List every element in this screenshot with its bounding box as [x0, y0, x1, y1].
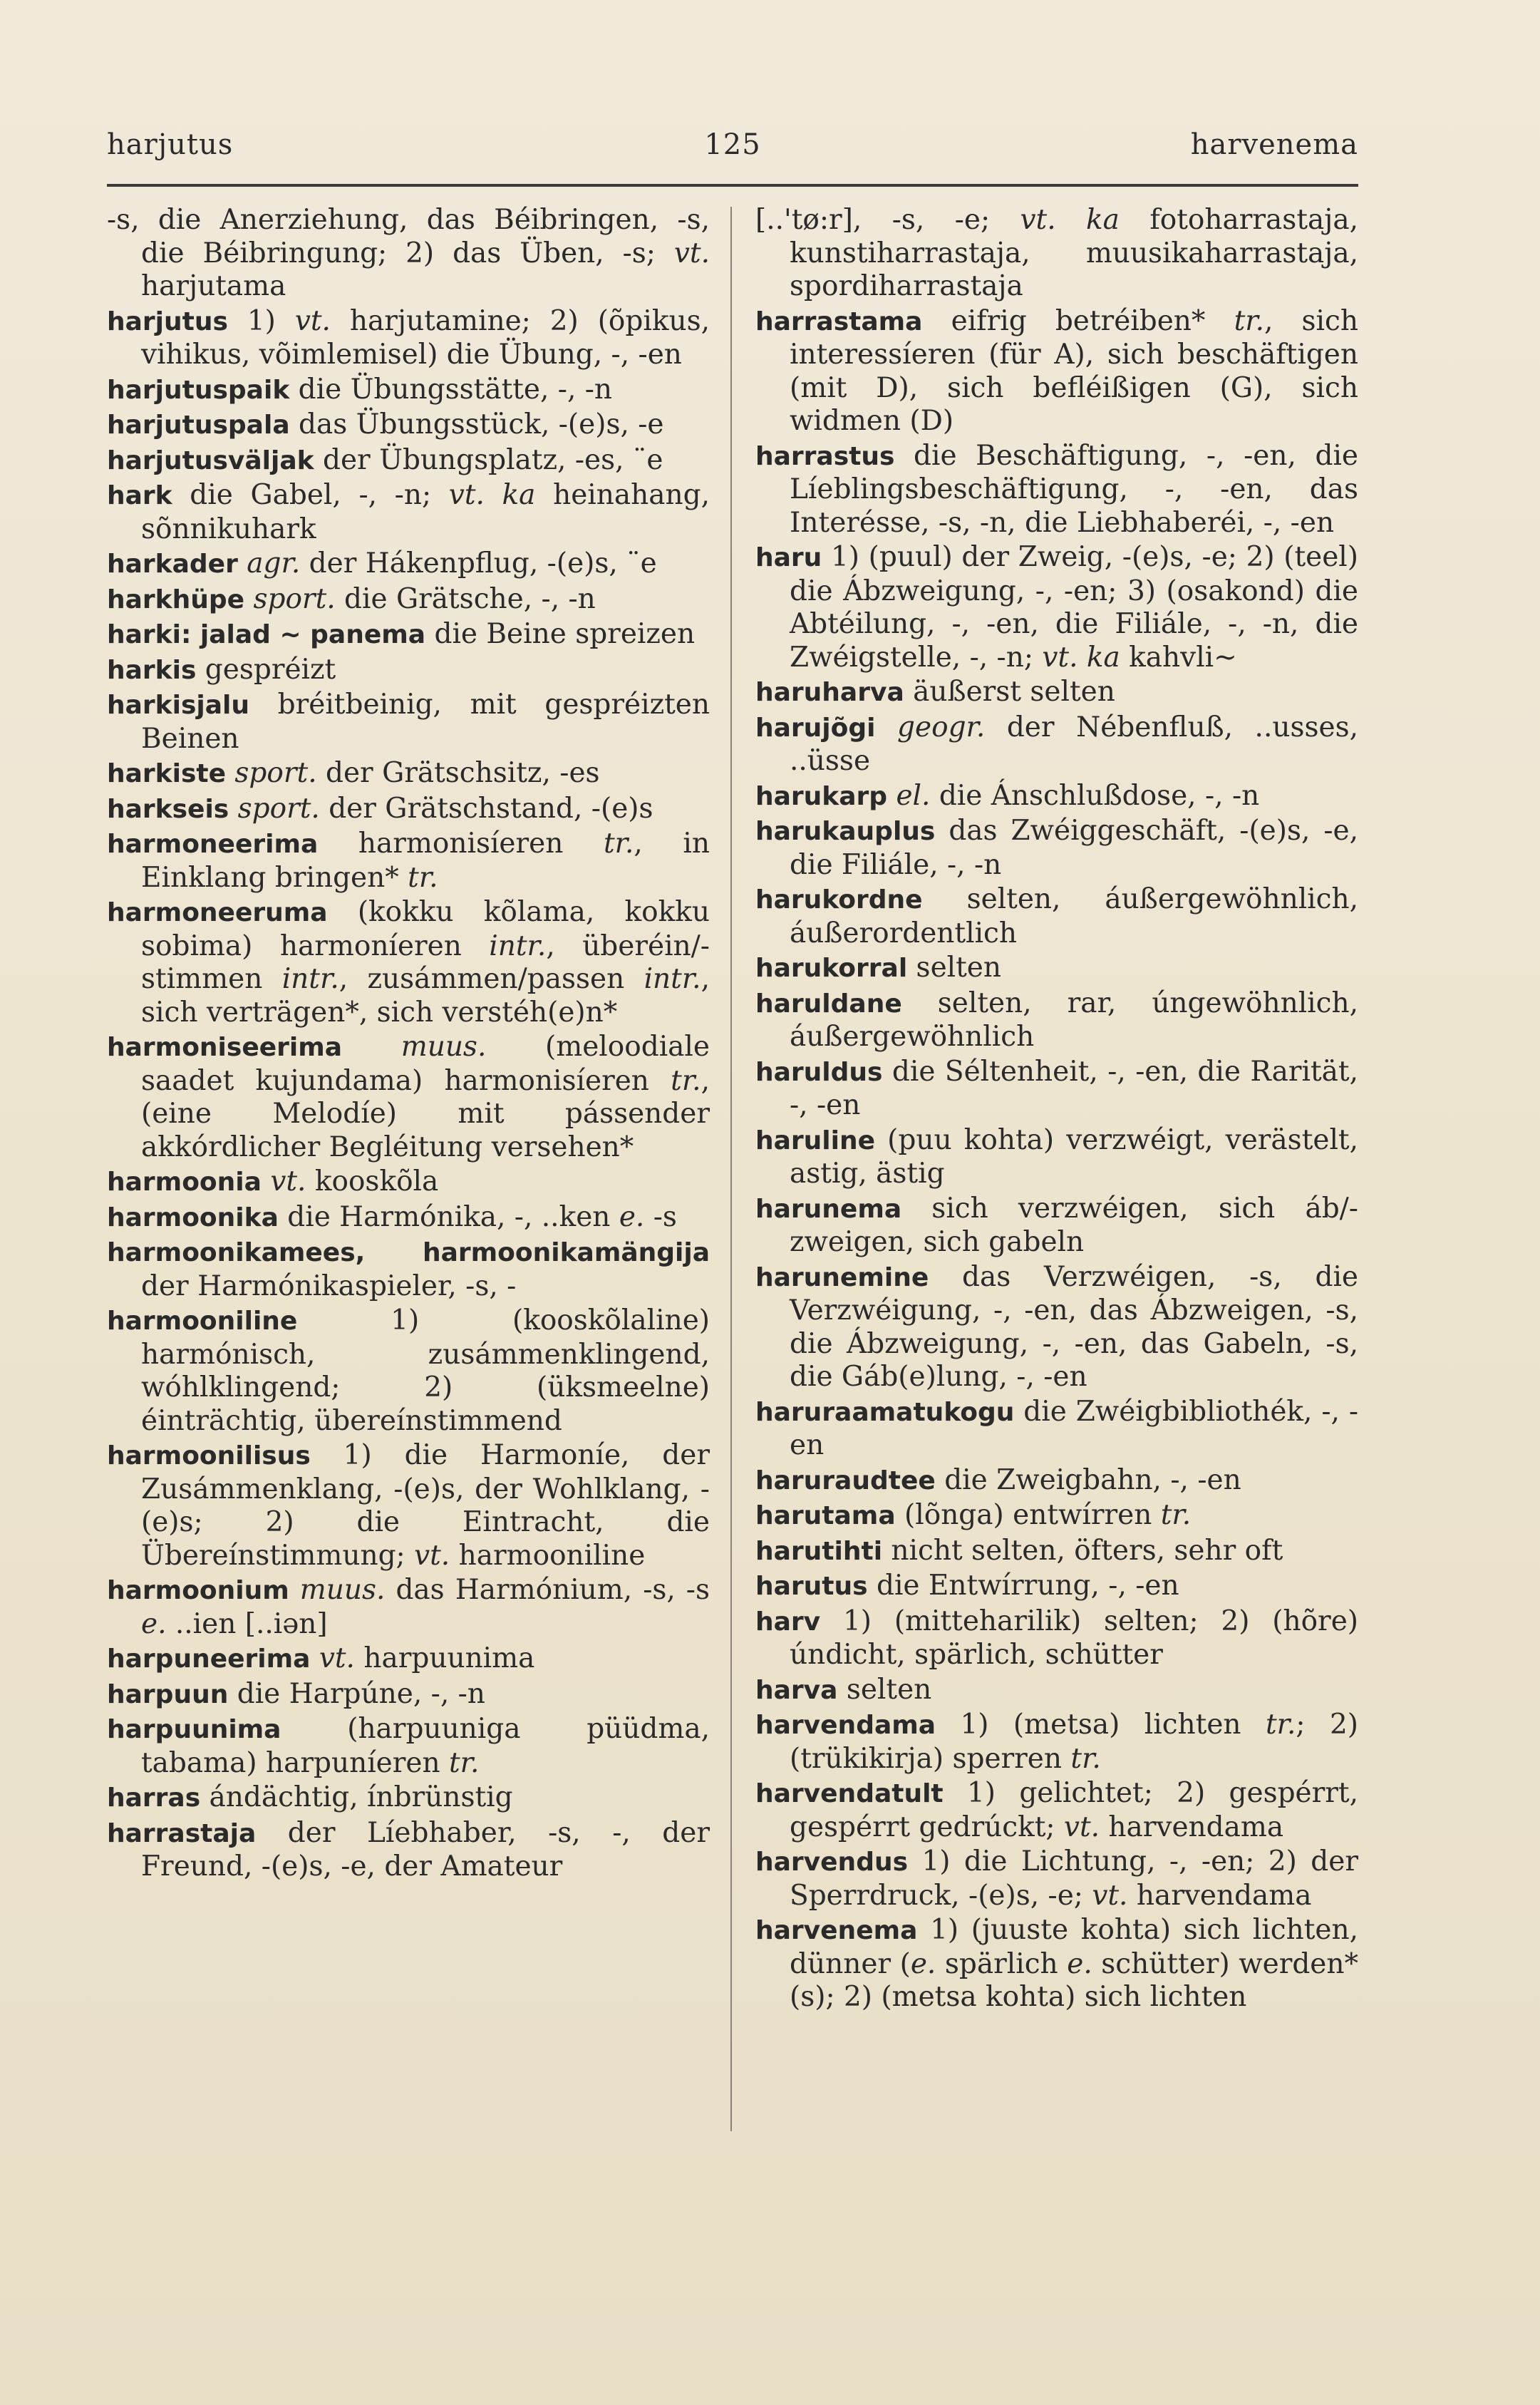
entry-headword: harv	[755, 1607, 821, 1637]
dictionary-entry	[755, 883, 1358, 950]
entry-text: harvendama	[1127, 1879, 1312, 1912]
entry-headword: harvendus	[755, 1848, 909, 1877]
grammar-label: sport.	[253, 582, 336, 615]
grammar-label: vt.	[414, 1539, 450, 1572]
dictionary-entry	[755, 676, 1358, 710]
entry-text: kooskõla	[306, 1165, 439, 1198]
dictionary-entry	[755, 1845, 1358, 1912]
grammar-label: geogr.	[897, 711, 986, 743]
entry-headword: harunemine	[755, 1262, 929, 1292]
entry-text: nicht selten, öfters, sehr oft	[882, 1534, 1283, 1567]
entry-headword: harras	[107, 1783, 201, 1813]
entry-text: die Zwéigbibliothék, -, -en	[790, 1395, 1358, 1461]
dictionary-entry	[107, 1817, 710, 1884]
dictionary-entry	[107, 444, 710, 478]
entry-text: 1) (kooskõlaline) harmónisch, zusámmenklingend, wóhlklingend; 2) (üksmeelne) éinträchtig, übereínstimmend	[141, 1304, 710, 1437]
entry-text: 1)	[227, 304, 295, 337]
entry-text: selten	[907, 952, 1001, 984]
entry-text: [..'tø:r], -s, -e;	[755, 204, 1020, 236]
entry-text: 1) (mitteharilik) selten; 2) (hõre) úndicht, spärlich, schütter	[790, 1605, 1358, 1671]
grammar-label: vt.	[294, 304, 331, 337]
entry-text: schütter) werden* (s); 2) (metsa kohta) sich lichten	[790, 1947, 1358, 2013]
grammar-label: tr.	[1160, 1499, 1192, 1531]
dictionary-entry	[755, 1464, 1358, 1498]
entry-headword: harrastaja	[107, 1818, 257, 1848]
entry-text	[238, 547, 247, 580]
grammar-label: vt.	[1092, 1879, 1128, 1912]
entry-text	[289, 1574, 300, 1606]
entry-headword: harpuun	[107, 1679, 229, 1709]
dictionary-entry	[755, 440, 1358, 540]
dictionary-entry	[755, 952, 1358, 986]
entry-text: , (eine Melodíe) mit pássender akkórdlicher Begléitung versehen*	[141, 1064, 710, 1163]
entry-headword: harkader	[107, 550, 238, 579]
grammar-label: sport.	[234, 757, 317, 789]
entry-text: der Líebhaber, -s, -, der Freund, -(e)s, -e, der Amateur	[141, 1816, 710, 1883]
entry-text: eifrig betréiben*	[922, 304, 1234, 337]
entry-headword: harjutuspaik	[107, 375, 290, 405]
entry-headword: harvendatult	[755, 1779, 944, 1808]
grammar-label: intr.	[281, 963, 339, 995]
grammar-label: vt.	[319, 1642, 355, 1674]
grammar-label: agr.	[247, 547, 301, 580]
grammar-label: tr.	[1234, 304, 1264, 337]
entry-text: -s	[644, 1200, 677, 1233]
entry-text: die Gabel, -, -n;	[172, 479, 449, 511]
dictionary-entry	[755, 1535, 1358, 1569]
entry-headword: harkseis	[107, 794, 229, 824]
entry-headword: harmoneerima	[107, 830, 319, 859]
entry-text: das Übungsstück, -(e)s, -e	[289, 408, 664, 441]
entry-text: ..ien [..iən]	[166, 1607, 328, 1640]
dictionary-entry	[107, 1439, 710, 1572]
entry-headword: harkiste	[107, 759, 227, 788]
entry-headword: harunema	[755, 1194, 902, 1224]
entry-headword: harujõgi	[755, 713, 876, 743]
dictionary-entry	[755, 711, 1358, 778]
entry-text: spärlich	[936, 1947, 1068, 1980]
entry-text: (harpuuniga püüdma, tabama) harpuníeren	[141, 1713, 710, 1779]
entry-headword: harukarp	[755, 781, 888, 811]
entry-headword: harrastama	[755, 307, 923, 336]
entry-text: die Beschäftigung, -, -en, die Líeblingsbeschäftigung, -, -en, das Interésse, -s, -n, die Liebhaberéi, -, -en	[790, 439, 1358, 539]
entry-text: selten	[837, 1673, 932, 1706]
grammar-label: vt.	[673, 237, 710, 269]
dictionary-entry	[107, 1201, 710, 1235]
entry-text: selten, rar, úngewöhnlich, áußergewöhnlich	[790, 987, 1358, 1053]
dictionary-entry	[107, 1165, 710, 1200]
entry-text: die Harpúne, -, -n	[228, 1677, 485, 1710]
entry-text: harmonisíeren	[318, 828, 604, 860]
entry-text: harjutamine; 2) (õpikus, vihikus, võimlemisel) die Übung, -, -en	[141, 304, 710, 371]
entry-text: bréitbeinig, mit gespréizten Beinen	[141, 689, 710, 755]
entry-headword: harukorral	[755, 954, 908, 983]
dictionary-entry	[755, 815, 1358, 882]
entry-headword: harva	[755, 1675, 838, 1705]
entry-text: die Übungsstätte, -, -n	[289, 373, 613, 406]
dictionary-entry	[107, 793, 710, 827]
entry-text: die Entwírrung, -, -en	[867, 1570, 1179, 1602]
entry-text: die Grätsche, -, -n	[335, 582, 596, 615]
grammar-label: e.	[910, 1947, 936, 1980]
dictionary-entry	[755, 1570, 1358, 1604]
entry-headword: harmoniseerima	[107, 1033, 343, 1062]
grammar-label: vt. ka	[448, 479, 536, 511]
dictionary-entry	[107, 1236, 710, 1303]
entry-text: (puu kohta) verzwéigt, verästelt, astig, ästig	[790, 1123, 1358, 1190]
entry-headword: hark	[107, 481, 172, 510]
entry-headword: haruline	[755, 1126, 876, 1155]
dictionary-entry	[755, 1914, 1358, 2014]
entry-text: 1) die Lichtung, -, -en; 2) der Sperrdruck, -(e)s, -e;	[790, 1845, 1358, 1912]
entry-headword: harrastus	[755, 441, 895, 471]
entry-text	[887, 780, 896, 812]
entry-text: 1) (metsa) lichten	[936, 1709, 1266, 1741]
dictionary-entry	[755, 1261, 1358, 1394]
dictionary-entry	[755, 541, 1358, 674]
entry-text: das Verzwéigen, -s, die Verzwéigung, -, -en, das Ábzweigen, -s, die Ábzweigung, -, -en, das Gabeln, -s, die Gáb(e)lung, -, -en	[790, 1260, 1358, 1393]
entry-text: (meloodiale saadet kujundama) harmonisíeren	[141, 1031, 710, 1097]
entry-headword: harmoonia	[107, 1168, 262, 1197]
entry-text: (kokku kõlama, kokku sobima) harmoníeren	[141, 896, 710, 962]
entry-text: kahvli~	[1120, 641, 1237, 674]
dictionary-entry	[755, 1124, 1358, 1191]
grammar-label: intr.	[489, 929, 547, 962]
dictionary-entry	[755, 1709, 1358, 1776]
entry-text: -s, die Anerziehung, das Béibringen, -s, die Béibringung; 2) das Üben, -s;	[107, 204, 710, 269]
grammar-label: vt. ka	[1020, 204, 1120, 236]
entry-text: , überéin/-stimmen	[141, 929, 710, 995]
left-column	[107, 204, 710, 1885]
dictionary-entry	[107, 1574, 710, 1641]
entry-headword: harvenema	[755, 1916, 918, 1945]
entry-headword: haruraamatukogu	[755, 1397, 1015, 1427]
entry-headword: harmooniline	[107, 1307, 298, 1336]
entry-headword: harmoonikamees, harmoonikamängija	[107, 1238, 710, 1267]
entry-headword: haruharva	[755, 678, 904, 707]
entry-headword: haru	[755, 543, 822, 572]
entry-text: fotoharrastaja, kunstiharrastaja, muusikaharrastaja, spordiharrastaja	[790, 204, 1358, 302]
dictionary-entry	[107, 1781, 710, 1816]
entry-text: die Ánschlußdose, -, -n	[930, 779, 1260, 812]
dictionary-entry	[107, 654, 710, 688]
entry-text: der Nébenfluß, ..usses, ..üsse	[790, 711, 1358, 777]
header-left-guide-word: harjutus	[107, 128, 234, 161]
dictionary-entry	[107, 204, 710, 304]
entry-headword: harvendama	[755, 1711, 936, 1740]
dictionary-entry	[107, 479, 710, 546]
entry-text	[876, 711, 898, 743]
dictionary-entry	[755, 1396, 1358, 1463]
entry-text	[262, 1165, 270, 1198]
dictionary-entry	[107, 1713, 710, 1780]
entry-text	[342, 1031, 401, 1063]
entry-headword: harutama	[755, 1501, 896, 1530]
dictionary-entry	[107, 1304, 710, 1438]
entry-text	[226, 757, 234, 789]
entry-headword: harpuunima	[107, 1715, 281, 1744]
entry-text: 1) die Harmoníe, der Zusámmenklang, -(e)s, der Wohlklang, -(e)s; 2) die Eintracht, die Übereínstimmung;	[141, 1439, 710, 1572]
entry-headword: harki: jalad ~ panema	[107, 620, 426, 649]
entry-text: (lõnga) entwírren	[895, 1499, 1161, 1531]
entry-headword: haruldus	[755, 1057, 883, 1087]
right-column	[755, 204, 1358, 2016]
entry-text	[244, 583, 253, 615]
entry-text: selten, áußergewöhnlich, áußerordentlich	[790, 883, 1358, 949]
dictionary-entry	[755, 987, 1358, 1054]
grammar-label: tr.	[1265, 1709, 1296, 1741]
dictionary-entry	[755, 204, 1358, 304]
grammar-label: el.	[896, 779, 931, 812]
grammar-label: e.	[141, 1607, 167, 1640]
page-header	[107, 128, 1358, 192]
entry-text: sich verzwéigen, sich áb/-zweigen, sich gabeln	[790, 1192, 1358, 1258]
entry-text: das Zwéiggeschäft, -(e)s, -e, die Filiále, -, -n	[790, 815, 1358, 881]
grammar-label: vt.	[1063, 1811, 1100, 1843]
entry-text: harpuunima	[354, 1642, 535, 1674]
grammar-label: tr.	[1070, 1742, 1101, 1775]
grammar-label: tr.	[671, 1064, 701, 1097]
entry-text: , in Einklang bringen*	[141, 828, 710, 894]
grammar-label: muus.	[400, 1031, 487, 1063]
dictionary-entry	[107, 583, 710, 617]
entry-text: , sich interessíeren (für A), sich beschäftigen (mit D), sich befléißigen (G), sich widmen (D)	[790, 304, 1358, 437]
entry-text: die Zweigbahn, -, -en	[935, 1463, 1241, 1496]
dictionary-entry	[107, 1031, 710, 1164]
entry-headword: harjutusväljak	[107, 446, 314, 475]
dictionary-entry	[107, 408, 710, 443]
dictionary-entry	[755, 305, 1358, 438]
entry-text: der Übungsplatz, -es, ¨e	[314, 443, 663, 476]
grammar-label: intr.	[644, 963, 701, 995]
dictionary-entry	[755, 1056, 1358, 1123]
grammar-label: tr.	[408, 861, 438, 894]
entry-text: die Séltenheit, -, -en, die Rarität, -, -en	[790, 1055, 1358, 1121]
entry-text: die Beine spreizen	[425, 618, 696, 650]
entry-headword: haruldane	[755, 989, 902, 1019]
entry-headword: harpuneerima	[107, 1644, 311, 1674]
dictionary-entry	[107, 896, 710, 1029]
entry-text: das Harmónium, -s, -s	[385, 1574, 710, 1606]
dictionary-entry	[755, 780, 1358, 814]
entry-headword: harkisjalu	[107, 691, 249, 720]
entry-text: heinahang, sõnnikuhark	[141, 479, 710, 545]
entry-headword: harmoonika	[107, 1202, 279, 1232]
entry-headword: haruraudtee	[755, 1466, 936, 1495]
entry-text	[310, 1642, 319, 1674]
page-number: 125	[704, 128, 761, 161]
entry-headword: harutus	[755, 1572, 868, 1601]
grammar-label: tr.	[603, 828, 634, 860]
entry-headword: harjutuspala	[107, 411, 290, 440]
entry-text: harmooniline	[450, 1539, 646, 1572]
grammar-label: e.	[1067, 1947, 1092, 1980]
dictionary-entry	[755, 1777, 1358, 1844]
entry-text	[229, 793, 237, 825]
entry-text: der Harmónikaspieler, -s, -	[141, 1270, 517, 1302]
entry-text: , sich verträgen*, sich verstéh(e)n*	[141, 963, 710, 1029]
dictionary-entry	[755, 1193, 1358, 1260]
entry-headword: harukauplus	[755, 817, 936, 846]
entry-headword: harmoonium	[107, 1576, 289, 1605]
entry-headword: harkis	[107, 655, 197, 685]
column-divider	[730, 207, 732, 2131]
grammar-label: e.	[619, 1200, 645, 1233]
dictionary-entry	[107, 757, 710, 791]
entry-text: harvendama	[1100, 1811, 1284, 1843]
grammar-label: sport.	[237, 792, 320, 825]
entry-text: 1) (puul) der Zweig, -(e)s, -e; 2) (teel) die Ábzweigung, -, -en; 3) (osakond) die Abtéilung, -, -en, die Filiále, -, -n, die Zwéigstelle, -, -n;	[790, 541, 1358, 674]
dictionary-entry	[107, 547, 710, 582]
dictionary-entry	[755, 1674, 1358, 1708]
entry-headword: harutihti	[755, 1536, 883, 1566]
entry-headword: harukordne	[755, 885, 923, 915]
header-right-guide-word: harvenema	[1190, 128, 1358, 161]
entry-headword: harkhüpe	[107, 584, 245, 614]
entry-text: gespréizt	[196, 653, 336, 686]
dictionary-entry	[107, 374, 710, 408]
entry-headword: harmoonilisus	[107, 1441, 311, 1471]
grammar-label: vt. ka	[1042, 641, 1120, 674]
entry-text: harjutama	[141, 270, 286, 302]
entry-text: der Grätschstand, -(e)s	[319, 792, 653, 825]
dictionary-entry	[107, 1678, 710, 1712]
dictionary-entry	[755, 1499, 1358, 1533]
entry-text: ándächtig, ínbrünstig	[200, 1781, 513, 1813]
entry-headword: harmoneeruma	[107, 898, 328, 927]
header-rule	[107, 184, 1358, 187]
entry-text: 1) (juuste kohta) sich lichten, dünner (	[790, 1914, 1358, 1980]
entry-headword: harjutus	[107, 307, 228, 336]
entry-text: äußerst selten	[904, 676, 1115, 708]
entry-text: der Grätschsitz, -es	[316, 757, 600, 789]
dictionary-entry	[107, 618, 710, 652]
grammar-label: tr.	[449, 1746, 480, 1779]
dictionary-entry	[107, 1642, 710, 1677]
dictionary-entry	[755, 1605, 1358, 1672]
entry-text: ; 2) (trükikirja) sperren	[790, 1709, 1358, 1775]
dictionary-entry	[107, 689, 710, 756]
grammar-label: vt.	[270, 1165, 306, 1198]
entry-text: der Hákenpflug, -(e)s, ¨e	[300, 547, 657, 580]
entry-text: die Harmónika, -, ..ken	[278, 1200, 619, 1233]
dictionary-entry	[107, 828, 710, 895]
dictionary-entry	[107, 305, 710, 372]
entry-text: 1) gelichtet; 2) gespérrt, gespérrt gedrúckt;	[790, 1777, 1358, 1843]
entry-text: , zusámmen/passen	[339, 963, 644, 995]
grammar-label: muus.	[299, 1574, 386, 1606]
